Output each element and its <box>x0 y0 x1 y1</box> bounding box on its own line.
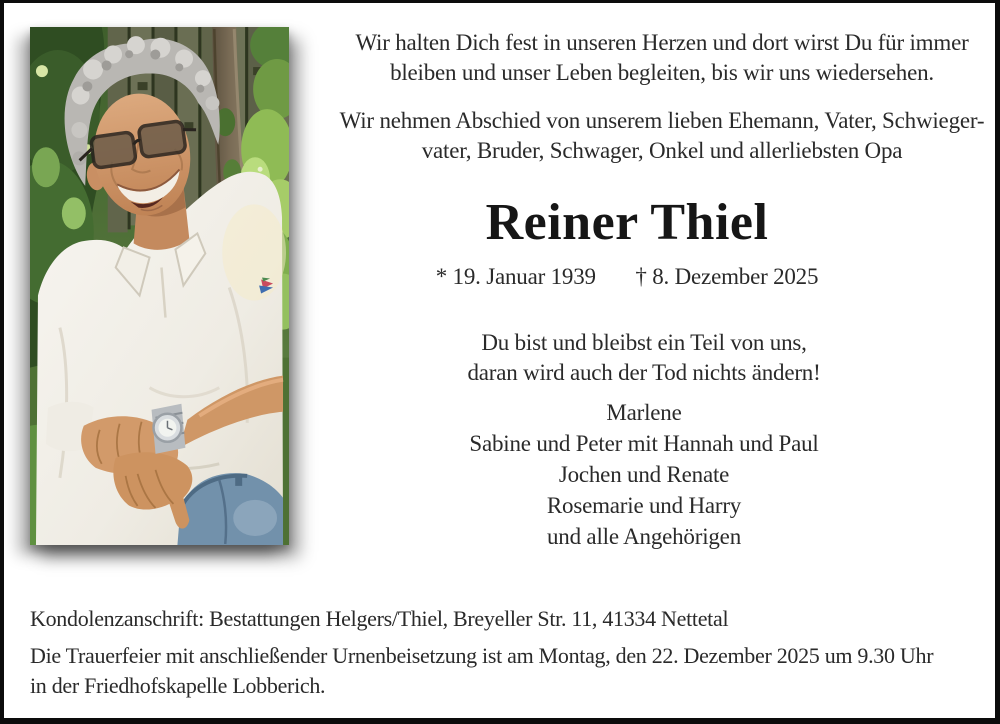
farewell-line-2: vater, Bruder, Schwager, Onkel und allerliebsten Opa <box>421 138 903 163</box>
portrait-photo-illustration <box>30 27 289 545</box>
mourner-line: Marlene <box>606 400 682 425</box>
opening-line-1: Wir halten Dich fest in unseren Herzen und dort wirst Du für immer <box>355 30 969 55</box>
death-date: † 8. Dezember 2025 <box>635 264 819 289</box>
verse-line-2: daran wird auch der Tod nichts ändern! <box>467 360 821 385</box>
funeral-details <box>30 604 990 701</box>
mourner-line: und alle Angehörigen <box>546 524 741 549</box>
opening-verse <box>322 28 1000 88</box>
mourner-line: Jochen und Renate <box>558 462 730 487</box>
condolence-address: Kondolenzanschrift: Bestattungen Helgers/Thiel, Breyeller Str. 11, 41334 Nettetal <box>30 606 729 631</box>
opening-line-2: bleiben und unser Leben begleiten, bis wir uns wiedersehen. <box>390 60 934 85</box>
service-line-1: Die Trauerfeier mit anschließender Urnenbeisetzung ist am Montag, den 22. Dezember 2025 um 9.30 Uhr <box>30 643 934 668</box>
mourner-line: Sabine und Peter mit Hannah und Paul <box>469 431 819 456</box>
farewell-text <box>322 106 1000 166</box>
mourners-list <box>322 397 966 552</box>
verse-line-1: Du bist und bleibst ein Teil von uns, <box>481 330 807 355</box>
mourner-line: Rosemarie und Harry <box>546 493 742 518</box>
wristwatch <box>152 404 186 454</box>
birth-date: * 19. Januar 1939 <box>435 264 596 289</box>
farewell-line-1: Wir nehmen Abschied von unserem lieben Ehemann, Vater, Schwieger- <box>339 108 985 133</box>
deceased-name: Reiner Thiel <box>485 194 769 251</box>
life-dates <box>322 262 932 292</box>
portrait-photo <box>30 27 289 545</box>
service-info <box>30 641 990 701</box>
memorial-verse <box>322 328 966 388</box>
service-line-2: in der Friedhofskapelle Lobberich. <box>30 673 326 698</box>
